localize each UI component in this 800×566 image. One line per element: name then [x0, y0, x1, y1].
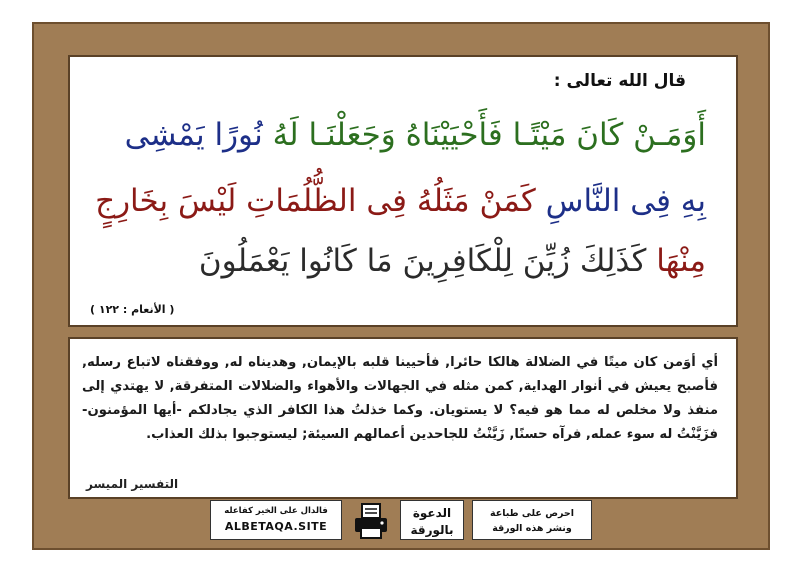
- print-note-line-2: ونشر هذه الورقة: [492, 523, 572, 534]
- logo-box: [400, 500, 464, 540]
- verse-line-1: [100, 117, 706, 153]
- verse-line-2-blue: بِهِ فِى النَّاسِ: [545, 183, 706, 219]
- footer: [210, 500, 600, 544]
- printer-icon: [352, 502, 390, 540]
- logo-word-1: الدعوة: [412, 506, 452, 520]
- logo-word-2: بالورقة: [410, 523, 454, 537]
- verse-intro: قال الله تعالى :: [553, 71, 686, 91]
- verse-line-3: [100, 243, 706, 279]
- verse-line-1-blue: نُورًا يَمْشِى: [124, 117, 263, 153]
- tafsir-text: أي أوَمن كان ميتًا في الضلالة هالكا حائرا, فأحيينا قلبه بالإيمان, وهديناه له, ووفقناه لاتباع رسله, فأصبح يعيش في أنوار الهداية, كمن مثله في الجهالات والأهواء والضلالات المتفرقة, لا يهتدي إلى منفذ ولا مخلص له مما هو فيه؟ لا يستويان. وكما خذلتُ هذا الكافر الذي يجادلكم -أيها المؤمنون- فزَيَّنْتُ له سوء عمله, فرآه حسنًا, زَيَّنْتُ للجاحدين أعمالهم السيئة; ليستوجبوا بذلك العذاب.: [82, 355, 718, 442]
- verse-reference: ( الأنعام : ١٢٢ ): [90, 303, 175, 316]
- verse-line-2-red: كَمَنْ مَثَلُهُ فِى الظُّلُمَاتِ لَيْسَ بِخَارِجٍ: [95, 183, 536, 219]
- verse-line-2: [95, 183, 706, 219]
- site-box: [210, 500, 342, 540]
- verse-card: [68, 55, 738, 327]
- tafsir-card: [68, 337, 738, 499]
- site-slogan: فالدال على الخير كفاعله: [224, 506, 328, 516]
- print-note: [472, 500, 592, 540]
- print-note-line-1: احرص على طباعة: [489, 508, 575, 519]
- verse-line-1-green: أَوَمَـنْ كَانَ مَيْتًـا فَأَحْيَيْنَاهُ وَجَعَلْنَـا لَهُ: [272, 117, 706, 153]
- tafsir-source: التفسير الميسر: [86, 477, 179, 491]
- dawa-logo: [401, 501, 463, 539]
- site-url[interactable]: ALBETAQA.SITE: [224, 520, 328, 533]
- verse-line-3-dark: كَذَلِكَ زُيِّنَ لِلْكَافِرِينَ مَا كَانُوا يَعْمَلُونَ: [198, 243, 647, 279]
- verse-line-3-red: مِنْهَا: [656, 243, 706, 279]
